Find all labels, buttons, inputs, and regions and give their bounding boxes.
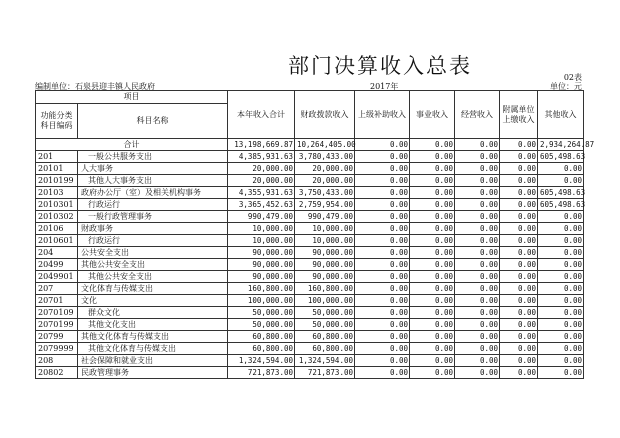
row-code: 2070199 [36,319,78,331]
row-value: 0.00 [355,295,410,307]
row-value: 0.00 [355,259,410,271]
total-value: 0.00 [455,139,500,151]
row-value: 0.00 [410,175,455,187]
table-row [36,355,584,367]
col-header: 事业收入 [410,91,455,139]
row-value: 0.00 [500,235,538,247]
col-header: 经营收入 [455,91,500,139]
row-code: 2010199 [36,175,78,187]
row-value: 0.00 [410,307,455,319]
row-value: 0.00 [410,259,455,271]
col-header: 其他收入 [538,91,584,139]
row-value: 0.00 [355,199,410,211]
row-value: 605,498.63 [538,187,584,199]
row-value: 0.00 [355,331,410,343]
row-value: 0.00 [538,235,584,247]
row-value: 605,498.63 [538,151,584,163]
row-name: 行政运行 [78,199,228,211]
row-name: 行政运行 [78,235,228,247]
row-name: 其他公共安全支出 [78,271,228,283]
row-value: 0.00 [355,187,410,199]
row-value: 3,365,452.63 [228,199,295,211]
row-value: 0.00 [500,199,538,211]
row-value: 50,000.00 [228,319,295,331]
row-value: 0.00 [455,343,500,355]
row-value: 50,000.00 [295,319,355,331]
row-value: 0.00 [410,319,455,331]
row-value: 0.00 [355,319,410,331]
row-value: 0.00 [538,271,584,283]
row-value: 0.00 [500,367,538,379]
row-value: 90,000.00 [295,271,355,283]
table-row [36,331,584,343]
row-value: 20,000.00 [228,175,295,187]
row-name: 群众文化 [78,307,228,319]
row-value: 0.00 [538,211,584,223]
row-value: 0.00 [410,247,455,259]
col-header: 财政拨款收入 [295,91,355,139]
row-value: 0.00 [455,295,500,307]
row-value: 3,750,433.00 [295,187,355,199]
row-value: 0.00 [455,283,500,295]
row-value: 0.00 [500,307,538,319]
row-name: 政府办公厅（室）及相关机构事务 [78,187,228,199]
row-value: 0.00 [455,331,500,343]
code-header: 功能分类 科目编码 [36,104,78,139]
row-value: 90,000.00 [228,247,295,259]
row-value: 0.00 [410,151,455,163]
row-value: 60,800.00 [228,331,295,343]
table-row [36,367,584,379]
row-value: 0.00 [500,295,538,307]
row-value: 0.00 [355,223,410,235]
row-code: 208 [36,355,78,367]
row-value: 60,800.00 [228,343,295,355]
row-value: 0.00 [355,235,410,247]
row-value: 0.00 [500,211,538,223]
row-value: 0.00 [355,211,410,223]
table-row [36,151,584,163]
row-value: 0.00 [538,355,584,367]
row-value: 0.00 [455,259,500,271]
name-header: 科目名称 [78,104,228,139]
row-value: 0.00 [410,367,455,379]
table-row [36,163,584,175]
row-value: 0.00 [455,235,500,247]
table-row [36,271,584,283]
row-code: 20103 [36,187,78,199]
table-row [36,343,584,355]
row-value: 0.00 [410,211,455,223]
row-value: 0.00 [500,355,538,367]
row-value: 60,800.00 [295,331,355,343]
row-value: 10,000.00 [228,223,295,235]
row-value: 4,385,931.63 [228,151,295,163]
row-name: 民政管理事务 [78,367,228,379]
row-value: 0.00 [355,151,410,163]
row-name: 其他文化体育与传媒支出 [78,331,228,343]
col-header: 本年收入合计 [228,91,295,139]
row-value: 20,000.00 [295,163,355,175]
row-value: 990,479.00 [228,211,295,223]
row-value: 0.00 [538,259,584,271]
row-name: 其他文化体育与传媒支出 [78,343,228,355]
row-value: 0.00 [455,247,500,259]
row-value: 990,479.00 [295,211,355,223]
table-row [36,283,584,295]
total-value: 2,934,264.87 [538,139,584,151]
total-value: 0.00 [500,139,538,151]
row-code: 2010601 [36,235,78,247]
row-value: 2,759,954.00 [295,199,355,211]
row-value: 721,873.00 [295,367,355,379]
row-value: 0.00 [410,163,455,175]
row-value: 0.00 [410,235,455,247]
row-code: 207 [36,283,78,295]
total-value: 13,198,669.87 [228,139,295,151]
row-value: 721,873.00 [228,367,295,379]
row-value: 0.00 [355,163,410,175]
row-name: 一般行政管理事务 [78,211,228,223]
row-value: 0.00 [455,355,500,367]
total-value: 0.00 [355,139,410,151]
item-header: 项目 [36,91,228,104]
table-row [36,259,584,271]
row-value: 0.00 [355,367,410,379]
row-value: 10,000.00 [228,235,295,247]
row-name: 其他人大事务支出 [78,175,228,187]
row-value: 0.00 [500,271,538,283]
table-row [36,319,584,331]
row-value: 0.00 [410,295,455,307]
table-row [36,211,584,223]
row-value: 0.00 [410,355,455,367]
row-name: 公共安全支出 [78,247,228,259]
row-value: 0.00 [538,307,584,319]
row-value: 0.00 [410,199,455,211]
row-value: 0.00 [500,151,538,163]
row-value: 0.00 [410,271,455,283]
table-row [36,187,584,199]
row-value: 0.00 [500,319,538,331]
row-value: 90,000.00 [228,259,295,271]
row-value: 0.00 [455,211,500,223]
row-value: 160,800.00 [228,283,295,295]
row-value: 0.00 [538,175,584,187]
row-value: 4,355,931.63 [228,187,295,199]
table-row [36,199,584,211]
row-value: 0.00 [455,307,500,319]
total-value: 0.00 [410,139,455,151]
row-value: 90,000.00 [295,259,355,271]
row-value: 0.00 [538,163,584,175]
row-value: 0.00 [410,223,455,235]
table-row [36,175,584,187]
row-value: 10,000.00 [295,223,355,235]
row-name: 人大事务 [78,163,228,175]
row-value: 20,000.00 [228,163,295,175]
row-code: 2010302 [36,211,78,223]
row-value: 0.00 [538,247,584,259]
report-year: 2017年 [370,82,399,91]
row-value: 0.00 [455,187,500,199]
row-value: 0.00 [538,343,584,355]
row-name: 社会保障和就业支出 [78,355,228,367]
table-row [36,295,584,307]
row-value: 0.00 [500,259,538,271]
row-value: 0.00 [500,343,538,355]
row-value: 0.00 [538,295,584,307]
row-value: 0.00 [500,223,538,235]
row-value: 0.00 [455,163,500,175]
total-label: 合计 [36,139,228,151]
row-value: 0.00 [410,331,455,343]
row-value: 0.00 [355,247,410,259]
row-value: 0.00 [355,271,410,283]
row-value: 0.00 [500,331,538,343]
row-value: 0.00 [355,175,410,187]
row-value: 0.00 [355,283,410,295]
row-name: 文化体育与传媒支出 [78,283,228,295]
row-value: 160,800.00 [295,283,355,295]
table-row [36,307,584,319]
row-value: 0.00 [410,343,455,355]
row-value: 50,000.00 [228,307,295,319]
row-name: 一般公共服务支出 [78,151,228,163]
row-value: 90,000.00 [295,247,355,259]
row-code: 20802 [36,367,78,379]
row-value: 0.00 [355,343,410,355]
row-value: 0.00 [500,187,538,199]
row-value: 10,000.00 [295,235,355,247]
row-value: 3,780,433.00 [295,151,355,163]
total-row [36,139,584,151]
row-code: 2010301 [36,199,78,211]
row-name: 其他公共安全支出 [78,259,228,271]
row-code: 2070109 [36,307,78,319]
row-value: 0.00 [500,283,538,295]
row-code: 20701 [36,295,78,307]
row-value: 0.00 [410,283,455,295]
row-code: 20499 [36,259,78,271]
row-value: 100,000.00 [228,295,295,307]
form-number: 02表 [563,73,582,82]
row-value: 0.00 [538,367,584,379]
income-summary-table [35,90,595,379]
col-header: 附属单位 上缴收入 [500,91,538,139]
row-code: 2079999 [36,343,78,355]
row-code: 201 [36,151,78,163]
row-value: 0.00 [538,331,584,343]
row-value: 0.00 [538,223,584,235]
row-value: 60,800.00 [295,343,355,355]
col-header: 上级补助收入 [355,91,410,139]
row-value: 0.00 [455,175,500,187]
row-name: 文化 [78,295,228,307]
table-row [36,235,584,247]
row-name: 财政事务 [78,223,228,235]
row-value: 0.00 [455,367,500,379]
row-code: 204 [36,247,78,259]
row-value: 0.00 [355,355,410,367]
compiling-unit: 编制单位：石泉县迎丰镇人民政府 [35,82,155,91]
row-name: 其他文化支出 [78,319,228,331]
row-value: 100,000.00 [295,295,355,307]
table-row [36,223,584,235]
row-value: 1,324,594.00 [295,355,355,367]
table-row [36,247,584,259]
row-value: 0.00 [455,151,500,163]
row-code: 20106 [36,223,78,235]
currency-unit: 单位：元 [550,82,582,91]
row-value: 0.00 [500,175,538,187]
row-value: 0.00 [455,319,500,331]
row-value: 0.00 [538,283,584,295]
row-code: 2049901 [36,271,78,283]
total-value: 10,264,405.00 [295,139,355,151]
row-value: 0.00 [410,187,455,199]
row-value: 20,000.00 [295,175,355,187]
row-value: 0.00 [455,271,500,283]
row-value: 0.00 [538,319,584,331]
row-value: 605,498.63 [538,199,584,211]
row-code: 20101 [36,163,78,175]
page-title: 部门决算收入总表 [288,54,472,78]
row-value: 0.00 [500,163,538,175]
row-value: 90,000.00 [228,271,295,283]
row-value: 0.00 [355,307,410,319]
row-value: 0.00 [500,247,538,259]
row-value: 50,000.00 [295,307,355,319]
row-value: 1,324,594.00 [228,355,295,367]
row-code: 20799 [36,331,78,343]
row-value: 0.00 [455,199,500,211]
row-value: 0.00 [455,223,500,235]
